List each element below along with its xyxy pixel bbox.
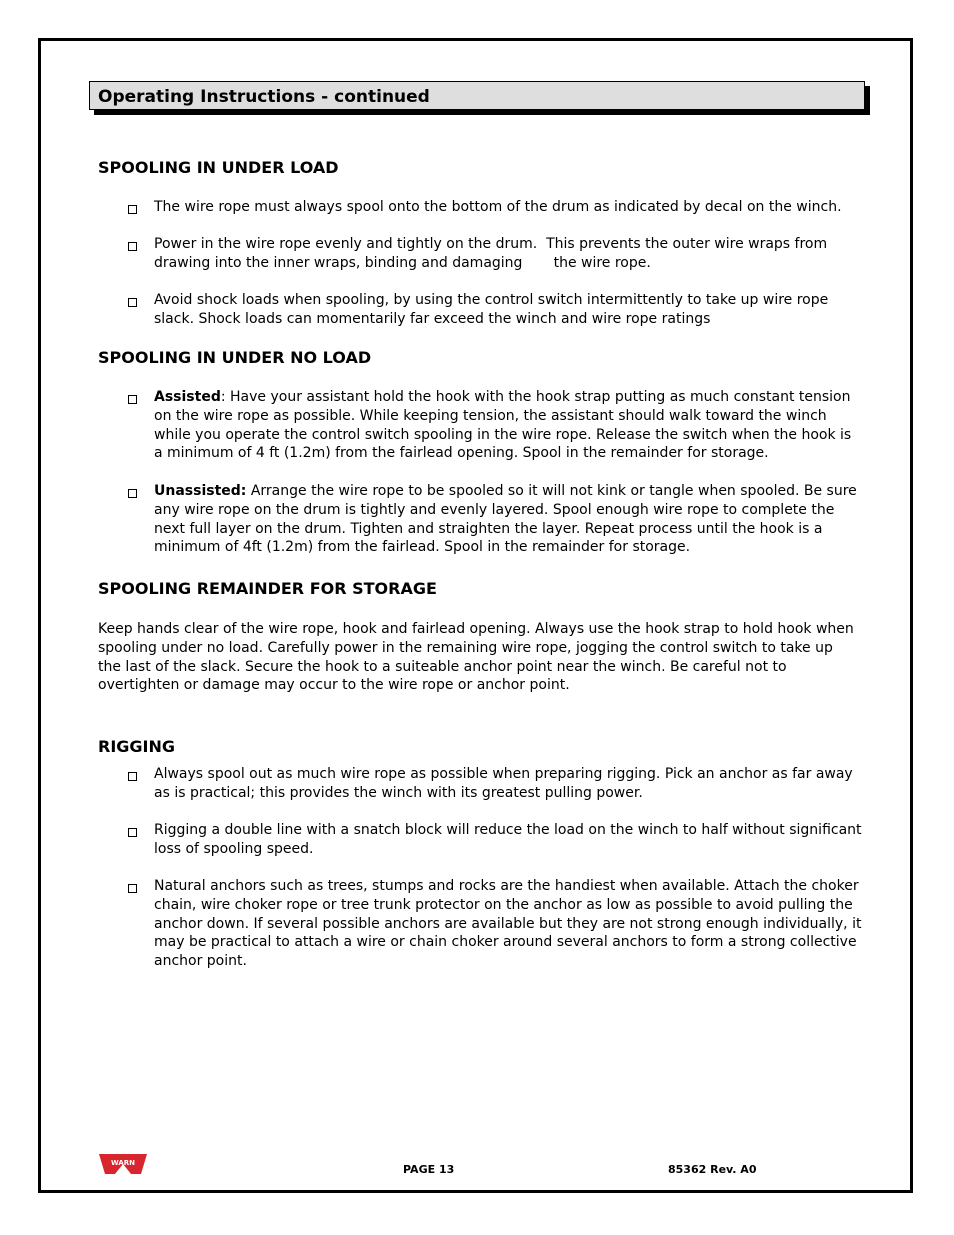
list-item-unassisted xyxy=(154,482,864,557)
checkbox-bullet-icon xyxy=(128,772,137,781)
checkbox-bullet-icon xyxy=(128,298,137,307)
unassisted-label: Unassisted: xyxy=(154,483,247,499)
checkbox-bullet-icon xyxy=(128,489,137,498)
list-item: Rigging a double line with a snatch block will reduce the load on the winch to half without significant loss of spooling speed. xyxy=(154,822,862,857)
unassisted-text: Arrange the wire rope to be spooled so it will not kink or tangle when spooled. Be sure any wire rope on the drum is tightly and evenly layered. Spool enough wire rope to complete the next full layer on the drum. Tighten and straighten the layer. Repeat process until the hook is a minimum of 4ft (1.2m) from the fairlead. Spool in the remainder for storage. xyxy=(154,483,857,556)
checkbox-bullet-icon xyxy=(128,828,137,837)
list-item: Power in the wire rope evenly and tightly on the drum. This prevents the outer wire wraps from drawing into the inner wraps, binding and damaging the wire rope. xyxy=(154,236,832,271)
list-item: The wire rope must always spool onto the bottom of the drum as indicated by decal on the winch. xyxy=(154,199,842,215)
checkbox-bullet-icon xyxy=(128,205,137,214)
logo-text: WARN xyxy=(110,1159,136,1167)
checkbox-bullet-icon xyxy=(128,884,137,893)
document-revision: 85362 Rev. A0 xyxy=(668,1163,757,1176)
storage-paragraph: Keep hands clear of the wire rope, hook and fairlead opening. Always use the hook strap to hold hook when spooling under no load. Carefully power in the remaining wire rope, jogging the control switch to take up the last of the slack. Secure the hook to a suiteable anchor point near the winch. Be careful not to overtighten or damage may occur to the wire rope or anchor point. xyxy=(98,621,854,694)
list-item-assisted xyxy=(154,388,864,463)
heading-rigging: RIGGING xyxy=(98,737,176,756)
section-title-bar xyxy=(89,81,865,110)
checkbox-bullet-icon xyxy=(128,242,137,251)
page-number: PAGE 13 xyxy=(403,1163,455,1176)
warn-logo xyxy=(98,1152,148,1176)
list-item: Avoid shock loads when spooling, by using the control switch intermittently to take up wire rope slack. Shock loads can momentarily far exceed the winch and wire rope ratings xyxy=(154,292,829,327)
heading-spooling-under-load: SPOOLING IN UNDER LOAD xyxy=(98,158,339,177)
checkbox-bullet-icon xyxy=(128,395,137,404)
assisted-separator: : xyxy=(220,389,226,405)
list-item: Natural anchors such as trees, stumps and rocks are the handiest when available. Attach the choker chain, wire choker rope or tree trunk protector on the anchor as low as possible to avoid pulling the anchor down. If several possible anchors are available but they are not strong enough individually, it may be practical to attach a wire or chain choker around several anchors to form a strong collective anchor point. xyxy=(154,878,862,970)
list-item: Always spool out as much wire rope as possible when preparing rigging. Pick an anchor as far away as is practical; this provides the winch with its greatest pulling power. xyxy=(154,766,853,801)
assisted-label: Assisted xyxy=(154,389,221,405)
heading-spooling-storage: SPOOLING REMAINDER FOR STORAGE xyxy=(98,579,437,598)
assisted-text: Have your assistant hold the hook with the hook strap putting as much constant tension on the wire rope as possible. While keeping tension, the assistant should walk toward the winch while you operate the control switch spooling in the wire rope. Release the switch when the hook is a minimum of 4 ft (1.2m) from the fairlead opening. Spool in the remainder for storage. xyxy=(154,389,852,462)
heading-spooling-under-no-load: SPOOLING IN UNDER NO LOAD xyxy=(98,348,372,367)
page-title: Operating Instructions - continued xyxy=(98,87,430,107)
